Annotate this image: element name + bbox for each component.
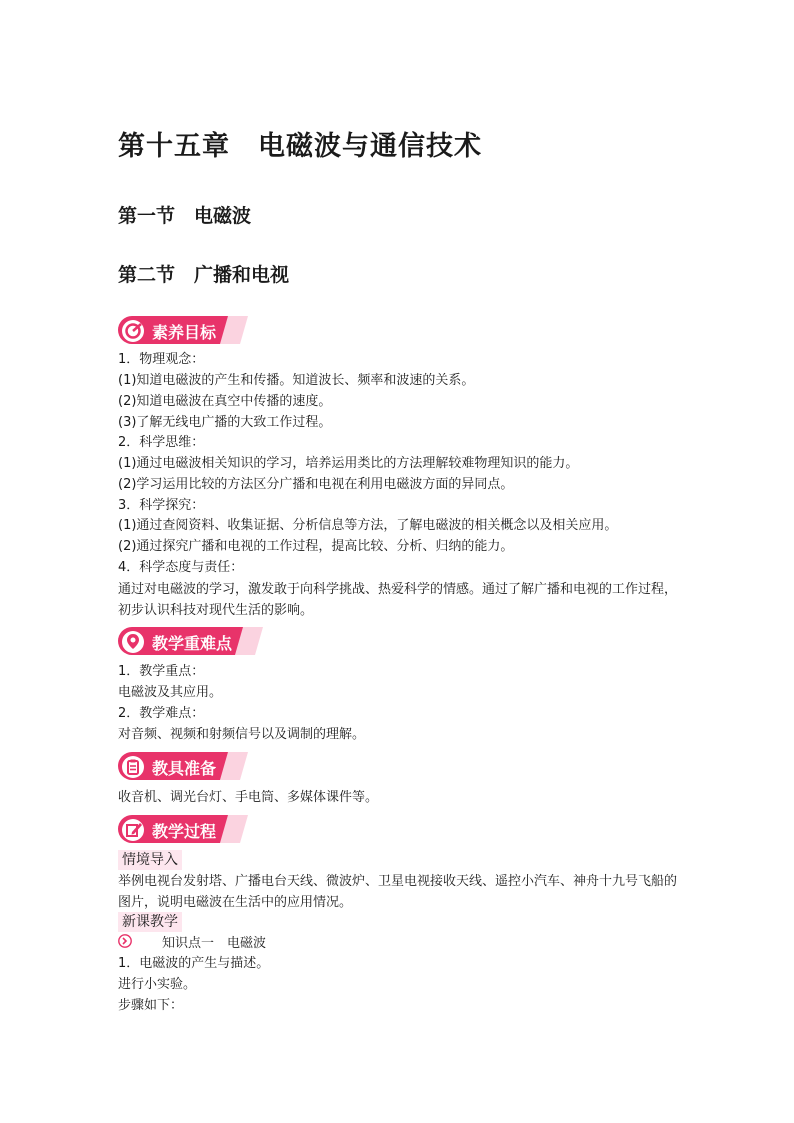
chevron-right-icon [118,934,132,948]
goal-line: (1)知道电磁波的产生和传播。知道波长、频率和波速的关系。 [118,373,475,388]
key-point-line: 2．教学难点： [118,706,205,721]
intro-tag: 情境导入 [118,850,182,870]
process-line: 1．电磁波的产生与描述。 [118,956,270,971]
goal-line: (1)通过查阅资料、收集证据、分析信息等方法，了解电磁波的相关概念以及相关应用。 [118,518,618,533]
clipboard-icon [120,754,146,780]
process-line: 步骤如下： [118,998,184,1013]
key-point-line: 1．教学重点： [118,664,205,679]
target-icon [120,318,146,344]
goal-line: 4．科学态度与责任： [118,560,244,575]
goal-line: (2)学习运用比较的方法区分广播和电视在利用电磁波方面的异同点。 [118,477,514,492]
goal-line: 2．科学思维： [118,435,205,450]
badge-goals-label: 素养目标 [152,323,217,342]
process-line: 进行小实验。 [118,977,197,992]
knowledge-point-heading: 知识点一 电磁波 [162,936,267,951]
badge-goals [118,316,248,344]
badge-key-points-label: 教学重难点 [152,634,233,653]
goal-line: (2)通过探究广播和电视的工作过程，提高比较、分析、归纳的能力。 [118,539,514,554]
badge-key-points [118,627,263,655]
goal-line: (3)了解无线电广播的大致工作过程。 [118,415,332,430]
goal-attitude-text: 通过对电磁波的学习，激发敢于向科学挑战、热爱科学的情感。通过了解广播和电视的工作过程，初步认识科技对现代生活的影响。 [118,582,678,618]
section-heading-2: 第二节 广播和电视 [118,264,290,286]
edit-icon [120,817,146,843]
goal-line: 3．科学探究： [118,498,205,513]
goal-line: 1．物理观念： [118,352,205,367]
location-pin-icon [120,629,146,655]
intro-text: 举例电视台发射塔、广播电台天线、微波炉、卫星电视接收天线、遥控小汽车、神舟十九号飞船的图片，说明电磁波在生活中的应用情况。 [118,874,678,910]
section-heading-1: 第一节 电磁波 [118,205,252,227]
badge-process-label: 教学过程 [152,822,217,841]
key-point-line: 电磁波及其应用。 [118,685,223,700]
badge-tools-label: 教具准备 [152,759,217,778]
tools-text: 收音机、调光台灯、手电筒、多媒体课件等。 [118,790,379,805]
goal-line: (1)通过电磁波相关知识的学习，培养运用类比的方法理解较难物理知识的能力。 [118,456,579,471]
badge-tools [118,752,248,780]
key-point-line: 对音频、视频和射频信号以及调制的理解。 [118,727,366,742]
new-lesson-tag: 新课教学 [118,912,182,932]
badge-process [118,815,248,843]
chapter-title: 第十五章 电磁波与通信技术 [118,131,482,162]
goal-line: (2)知道电磁波在真空中传播的速度。 [118,394,332,409]
